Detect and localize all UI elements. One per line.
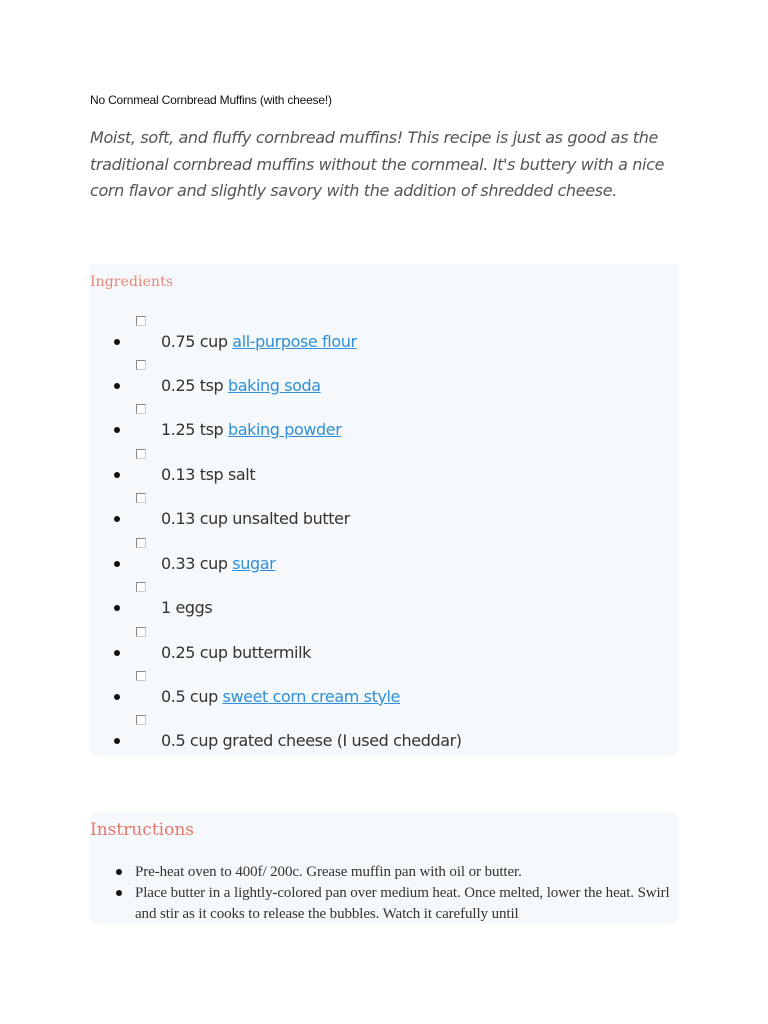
ingredient-checkbox[interactable] bbox=[136, 360, 146, 370]
ingredient-checkbox[interactable] bbox=[136, 404, 146, 414]
ingredient-text bbox=[161, 509, 350, 529]
bullet-icon bbox=[114, 427, 120, 433]
ingredient-checkbox[interactable] bbox=[136, 627, 146, 637]
bullet-icon bbox=[114, 339, 120, 345]
ingredient-amount: 0.25 cup buttermilk bbox=[161, 643, 312, 662]
ingredients-heading: Ingredients bbox=[90, 274, 174, 290]
ingredient-checkbox[interactable] bbox=[136, 671, 146, 681]
ingredient-link[interactable]: baking powder bbox=[227, 420, 342, 439]
ingredient-checkbox[interactable] bbox=[136, 316, 146, 326]
ingredient-item bbox=[0, 715, 768, 759]
ingredient-link[interactable]: all-purpose flour bbox=[232, 332, 357, 351]
bullet-icon bbox=[116, 890, 122, 896]
ingredient-text bbox=[161, 465, 255, 485]
bullet-icon bbox=[116, 869, 122, 875]
ingredient-item bbox=[0, 404, 768, 448]
ingredient-item bbox=[0, 493, 768, 537]
bullet-icon bbox=[114, 472, 120, 478]
bullet-icon bbox=[114, 561, 120, 567]
ingredient-amount: 0.75 cup bbox=[161, 332, 233, 351]
recipe-description: Moist, soft, and fluffy cornbread muffins! This recipe is just as good as the traditional cornbread muffins without the cornmeal. It's buttery with a nice corn flavor and slightly savory with the addition of shredded cheese. bbox=[90, 128, 665, 200]
ingredient-checkbox[interactable] bbox=[136, 493, 146, 503]
ingredient-text bbox=[161, 687, 400, 707]
bullet-icon bbox=[114, 650, 120, 656]
bullet-icon bbox=[114, 694, 120, 700]
ingredient-amount: 0.13 tsp salt bbox=[161, 465, 256, 484]
ingredient-item bbox=[0, 360, 768, 404]
ingredient-item bbox=[0, 627, 768, 671]
ingredient-item bbox=[0, 582, 768, 626]
ingredient-link[interactable]: sugar bbox=[232, 554, 276, 573]
ingredient-item bbox=[0, 449, 768, 493]
ingredient-text bbox=[161, 731, 462, 751]
ingredient-text bbox=[161, 643, 311, 663]
ingredient-text bbox=[161, 376, 321, 396]
ingredient-amount: 0.5 cup bbox=[161, 687, 223, 706]
ingredient-amount: 0.5 cup grated cheese (I used cheddar) bbox=[161, 731, 462, 750]
ingredient-text bbox=[161, 420, 341, 440]
instruction-text: Pre-heat oven to 400f/ 200c. Grease muffin pan with oil or butter. bbox=[135, 864, 522, 880]
ingredient-checkbox[interactable] bbox=[136, 715, 146, 725]
ingredient-checkbox[interactable] bbox=[136, 538, 146, 548]
ingredient-amount: 0.13 cup unsalted butter bbox=[161, 509, 350, 528]
page-title: No Cornmeal Cornbread Muffins (with cheese!) bbox=[90, 93, 332, 107]
ingredient-text bbox=[161, 332, 357, 352]
bullet-icon bbox=[114, 516, 120, 522]
ingredient-checkbox[interactable] bbox=[136, 449, 146, 459]
ingredient-item bbox=[0, 316, 768, 360]
ingredient-checkbox[interactable] bbox=[136, 582, 146, 592]
ingredient-amount: 1.25 tsp bbox=[161, 420, 228, 439]
bullet-icon bbox=[114, 605, 120, 611]
instructions-viewport bbox=[0, 860, 768, 924]
instructions-heading: Instructions bbox=[90, 820, 194, 840]
instruction-text: Place butter in a lightly-colored pan over medium heat. Once melted, lower the heat. Swirl and stir as it cooks to release the bubbles. Watch it carefully until bbox=[135, 885, 670, 922]
ingredient-item bbox=[0, 538, 768, 582]
bullet-icon bbox=[114, 383, 120, 389]
bullet-icon bbox=[114, 738, 120, 744]
ingredient-text bbox=[161, 554, 275, 574]
ingredient-item bbox=[0, 671, 768, 715]
ingredient-amount: 0.33 cup bbox=[161, 554, 233, 573]
ingredient-amount: 0.25 tsp bbox=[161, 376, 228, 395]
ingredient-amount: 1 eggs bbox=[161, 598, 213, 617]
ingredient-link[interactable]: baking soda bbox=[227, 376, 321, 395]
ingredient-link[interactable]: sweet corn cream style bbox=[222, 687, 401, 706]
ingredient-text bbox=[161, 598, 212, 618]
